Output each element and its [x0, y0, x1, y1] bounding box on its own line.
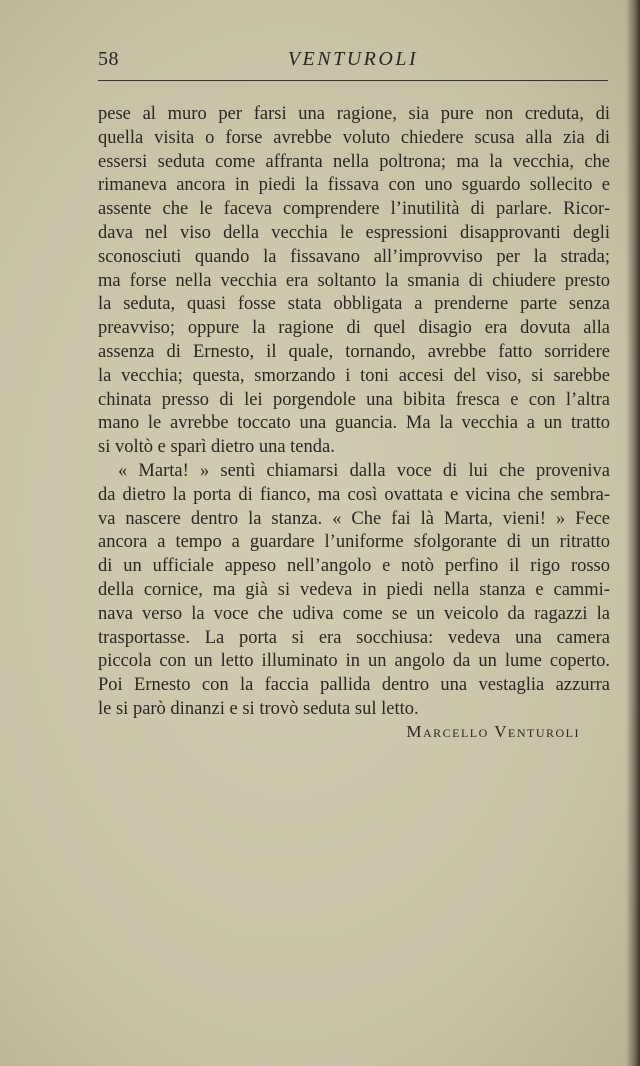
- text-line: essersi seduta come affranta nella poltrona; ma la vecchia, che: [98, 151, 610, 172]
- text-line: sconosciuti quando la fissavano all’improvviso per la strada;: [98, 246, 610, 267]
- text-line: assenza di Ernesto, il quale, tornando, avrebbe fatto sorridere: [98, 341, 610, 362]
- text-line: Poi Ernesto con la faccia pallida dentro una vestaglia azzurra: [98, 675, 610, 696]
- text-line: rimaneva ancora in piedi la fissava con uno sguardo sollecito e: [98, 175, 610, 196]
- page-gutter-shadow: [626, 0, 640, 1066]
- text-line: preavviso; oppure la ragione di quel disagio era dovuta alla: [98, 318, 610, 339]
- text-line: della cornice, ma già si vedeva in piedi nella stanza e cammi-: [98, 579, 610, 600]
- running-title: VENTUROLI: [287, 48, 419, 70]
- text-line: va nascere dentro la stanza. « Che fai là Marta, vieni! » Fece: [98, 508, 610, 529]
- text-line: ancora a tempo a guardare l’uniforme sfolgorante di un ritratto: [98, 532, 610, 553]
- text-line: chinata presso di lei porgendole una bibita fresca e con l’altra: [98, 389, 610, 410]
- text-line: dava nel viso della vecchia le espressioni disapprovanti degli: [98, 222, 610, 243]
- text-line: quella visita o forse avrebbe voluto chiedere scusa alla zia di: [98, 127, 610, 148]
- text-line: pese al muro per farsi una ragione, sia pure non creduta, di: [98, 104, 610, 124]
- text-line: mano le avrebbe toccato una guancia. Ma la vecchia a un tratto: [98, 413, 610, 434]
- text-line: di un ufficiale appeso nell’angolo e notò perfino il rigo rosso: [98, 556, 610, 577]
- paragraph: [98, 103, 610, 460]
- text-line: « Marta! » sentì chiamarsi dalla voce di lui che proveniva: [118, 460, 610, 481]
- page-header: [98, 48, 608, 76]
- text-line: da dietro la porta di fianco, ma così ovattata e vicina che sembra-: [98, 484, 610, 505]
- text-line: ma forse nella vecchia era soltanto la smania di chiudere presto: [98, 270, 610, 291]
- text-line: nava verso la voce che udiva come se un veicolo da ragazzi la: [98, 603, 610, 624]
- text-line: le si parò dinanzi e si trovò seduta sul letto.: [98, 698, 419, 719]
- text-line: trasportasse. La porta si era socchiusa: vedeva una camera: [98, 627, 610, 648]
- text-line: piccola con un letto illuminato in un angolo da un lume coperto.: [98, 651, 610, 672]
- author-signature: Marcello Venturoli: [406, 722, 580, 741]
- page-number: 58: [98, 48, 119, 70]
- body-text: [98, 103, 610, 722]
- text-line: la seduta, quasi fosse stata obbligata a prenderne parte senza: [98, 294, 610, 315]
- text-line: assente che le faceva comprendere l’inutilità di parlare. Ricor-: [98, 199, 610, 220]
- text-line: si voltò e sparì dietro una tenda.: [98, 437, 335, 458]
- header-rule: [98, 80, 608, 81]
- paragraph: [98, 460, 610, 722]
- text-line: la vecchia; questa, smorzando i toni accesi del viso, si sarebbe: [98, 365, 610, 386]
